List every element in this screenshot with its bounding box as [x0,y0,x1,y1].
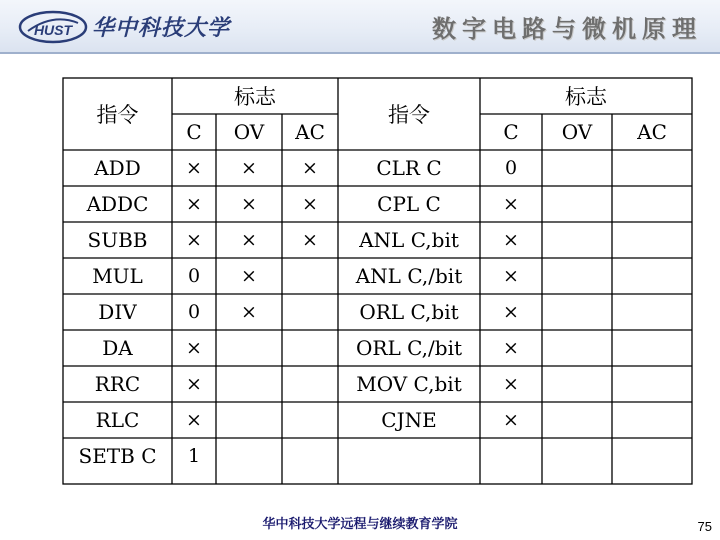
left-instr-cell: RLC [95,408,140,432]
right-ov-cell [542,438,612,474]
left-ov-cell [216,366,282,402]
right-instr-cell: ORL C,/bit [355,336,462,360]
right-c-cell: × [503,229,519,251]
right-ac-cell [612,294,692,330]
course-title: 数字电路与微机原理 [432,15,702,43]
left-instr-cell: RRC [94,372,141,396]
left-ov-cell: × [241,265,257,287]
right-ov-cell [542,366,612,402]
left-c-cell: × [186,373,202,395]
right-instr-cell: CPL C [377,192,441,216]
left-instr-cell: DA [102,336,133,360]
right-instr-cell: ORL C,bit [359,300,459,324]
left-instr-header: 指令 [96,103,139,127]
right-ov-cell [542,150,612,186]
right-ov-cell [542,222,612,258]
right-ac-cell [612,402,692,438]
right-ov-cell [542,258,612,294]
right-instr-cell: ANL C,bit [359,228,459,252]
right-c-cell: × [503,373,519,395]
left-ac-cell [282,366,338,402]
right-c-cell: × [503,409,519,431]
page-number: 75 [697,519,712,534]
right-instr-cell: MOV C,bit [356,372,462,396]
left-c-cell: 0 [187,301,201,323]
right-c-cell: × [503,265,519,287]
left-ov-cell: × [241,229,257,251]
school-name: 华中科技大学 [92,15,231,41]
left-ov-cell: × [241,301,257,323]
left-ov-header: OV [233,120,265,144]
left-c-header: C [186,120,202,144]
footer-institution: 华中科技大学远程与继续教育学院 [262,517,458,532]
left-ac-cell: × [302,229,318,251]
right-ac-cell [612,150,692,186]
right-ov-cell [542,330,612,366]
right-ac-cell [612,258,692,294]
left-c-cell: 0 [187,265,201,287]
left-ac-cell [282,294,338,330]
right-ov-cell [542,294,612,330]
right-c-cell: × [503,337,519,359]
left-c-cell: × [186,409,202,431]
left-instr-cell: SUBB [87,228,148,252]
left-c-cell: × [186,193,202,215]
right-c-cell: 0 [504,157,518,179]
left-instr-cell: ADDC [86,192,149,216]
left-ac-cell: × [302,157,318,179]
left-c-cell: × [186,337,202,359]
left-ac-cell [282,330,338,366]
right-ac-cell [612,222,692,258]
left-flags-header: 标志 [234,85,276,109]
right-ov-cell [542,402,612,438]
left-ac-cell: × [302,193,318,215]
logo-text: HUST [33,22,73,38]
left-instr-cell: ADD [94,156,141,180]
left-ov-cell: × [241,157,257,179]
left-ac-cell [282,438,338,474]
right-instr-cell: CLR C [376,156,442,180]
right-ac-cell [612,438,692,474]
right-c-cell: × [503,193,519,215]
left-ac-header: AC [295,120,325,144]
left-c-cell: × [186,157,202,179]
right-ac-header: AC [637,120,667,144]
right-instr-header: 指令 [388,103,430,127]
right-ov-header: OV [561,120,593,144]
left-ac-cell [282,402,338,438]
right-ac-cell [612,186,692,222]
left-c-cell: × [186,229,202,251]
right-ac-cell [612,330,692,366]
left-ov-cell [216,402,282,438]
left-ov-cell [216,438,282,474]
right-ov-cell [542,186,612,222]
right-c-header: C [503,120,519,144]
right-c-cell [480,438,542,474]
left-ov-cell [216,330,282,366]
left-ov-cell: × [241,193,257,215]
right-instr-cell: CJNE [381,408,437,432]
right-ac-cell [612,366,692,402]
left-instr-cell: SETB C [78,444,157,468]
left-instr-cell: MUL [92,264,143,288]
right-flags-header: 标志 [565,85,607,109]
left-ac-cell [282,258,338,294]
left-c-cell: 1 [187,445,201,467]
right-instr-cell: ANL C,/bit [355,264,463,288]
right-c-cell: × [503,301,519,323]
left-instr-cell: DIV [98,300,137,324]
right-instr-cell [338,438,480,474]
